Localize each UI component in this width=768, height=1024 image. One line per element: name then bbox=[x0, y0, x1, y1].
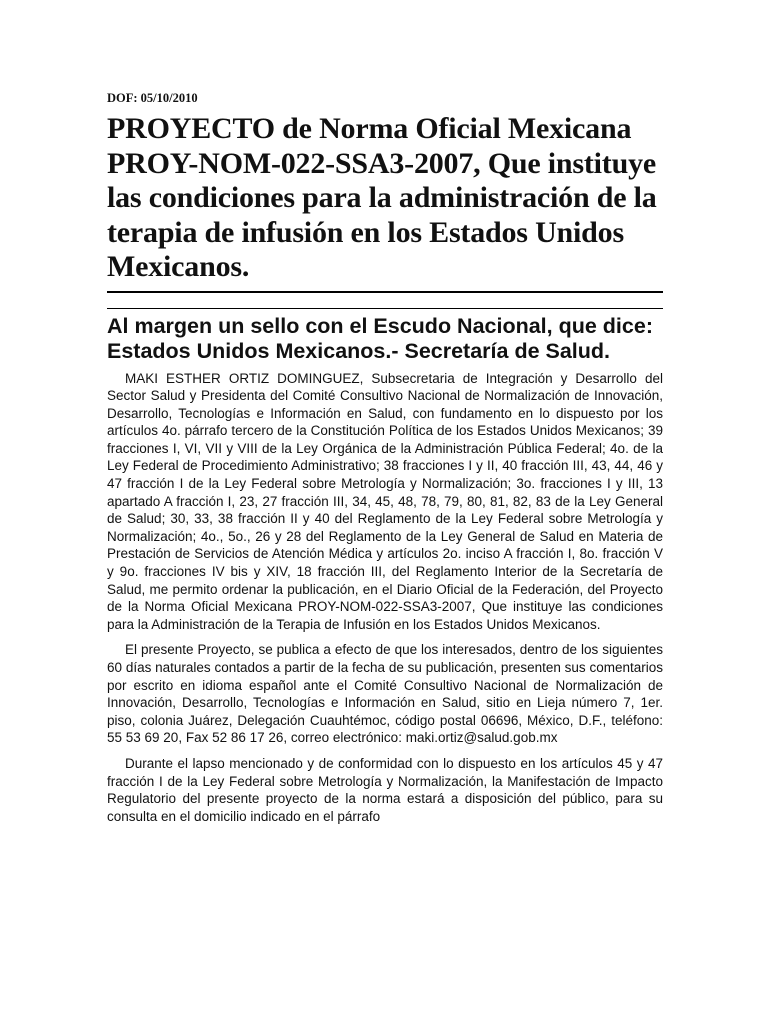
title-divider bbox=[107, 308, 663, 309]
document-page bbox=[107, 90, 663, 833]
document-subtitle: Al margen un sello con el Escudo Nacional, que dice: Estados Unidos Mexicanos.- Secretaría de Salud. bbox=[107, 313, 653, 363]
paragraph-2: El presente Proyecto, se publica a efecto de que los interesados, dentro de los siguientes 60 días naturales contados a partir de la fecha de su publicación, presenten sus comentarios por escrito en idioma español ante el Comité Consultivo Nacional de Normalización de Innovación, Desarrollo, Tecnologías e Información en Salud, sitio en Lieja número 7, 1er. piso, colonia Juárez, Delegación Cuauhtémoc, código postal 06696, México, D.F., teléfono: 55 53 69 20, Fax 52 86 17 26, correo electrónico: maki.ortiz@salud.gob.mx bbox=[107, 642, 663, 746]
paragraph-3: Durante el lapso mencionado y de conformidad con lo dispuesto en los artículos 45 y 47 fracción I de la Ley Federal sobre Metrología y Normalización, la Manifestación de Impacto Regulatorio del presente proyecto de la norma estará a disposición del público, para su consulta en el domicilio indicado en el párrafo bbox=[107, 755, 663, 824]
paragraph-1: MAKI ESTHER ORTIZ DOMINGUEZ, Subsecretaria de Integración y Desarrollo del Sector Salud y Presidenta del Comité Consultivo Nacional de Normalización de Innovación, Desarrollo, Tecnologías e Información en Salud, con fundamento en lo dispuesto por los artículos 4o. párrafo tercero de la Constitución Política de los Estados Unidos Mexicanos; 39 fracciones I, VI, VII y VIII de la Ley Orgánica de la Administración Pública Federal; 4o. de la Ley Federal de Procedimiento Administrativo; 38 fracciones I y II, 40 fracción III, 43, 44, 46 y 47 fracción I de la Ley Federal sobre Metrología y Normalización; 3o. fracciones I y III, 13 apartado A fracción I, 23, 27 fracción III, 34, 45, 48, 78, 79, 80, 81, 82, 83 de la Ley General de Salud; 30, 33, 38 fracción II y 40 del Reglamento de la Ley Federal sobre Metrología y Normalización; 4o., 5o., 26 y 28 del Reglamento de la Ley General de Salud en Materia de Prestación de Servicios de Atención Médica y artículos 2o. inciso A fracción I, 8o. fracción V y 9o. fracciones IV bis y XIV, 18 fracción III, del Reglamento Interior de la Secretaría de Salud, me permito ordenar la publicación, en el Diario Oficial de la Federación, del Proyecto de la Norma Oficial Mexicana PROY-NOM-022-SSA3-2007, Que instituye las condiciones para la Administración de la Terapia de Infusión en los Estados Unidos Mexicanos. bbox=[107, 370, 663, 632]
document-title: PROYECTO de Norma Oficial Mexicana PROY-NOM-022-SSA3-2007, Que instituye las condiciones para la administración de la terapia de infusión en los Estados Unidos Mexicanos. bbox=[107, 112, 663, 293]
dof-date: DOF: 05/10/2010 bbox=[107, 91, 198, 105]
